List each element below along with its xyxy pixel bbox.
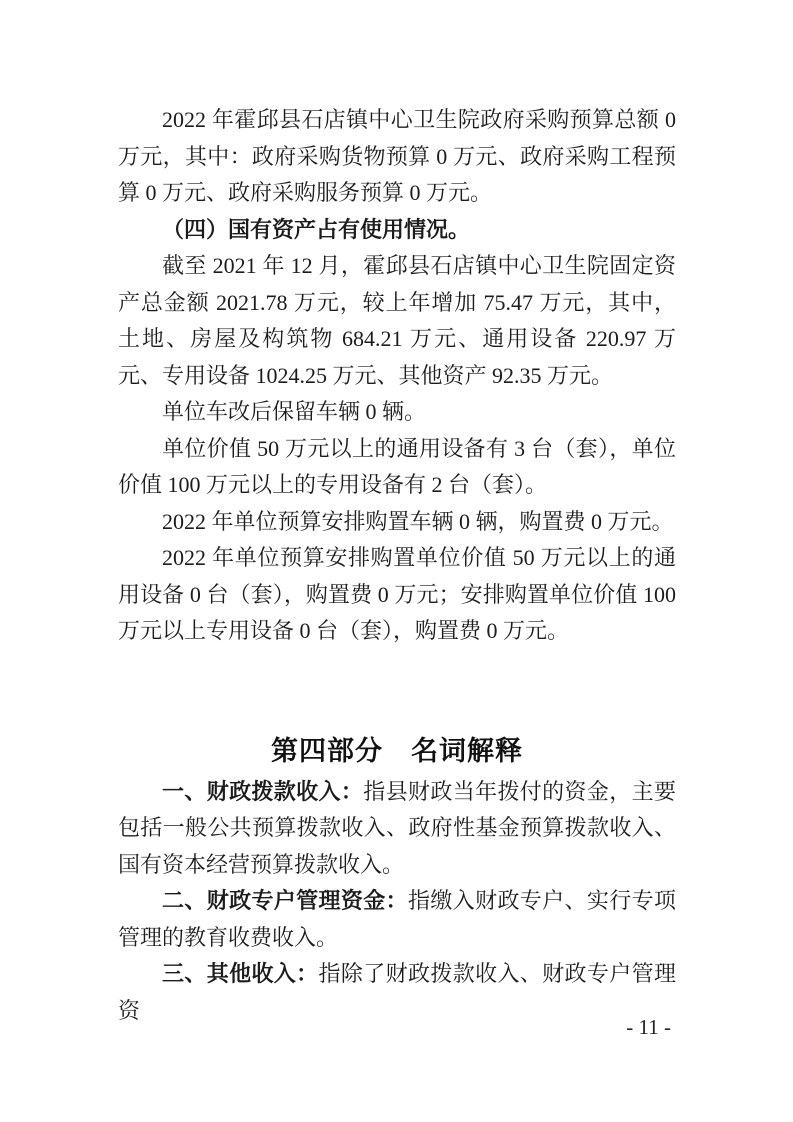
- definition-other-income: [118, 956, 676, 1029]
- paragraph-equipment-counts: [118, 431, 676, 504]
- definition-fiscal-special-account-funds: [118, 883, 676, 956]
- paragraph-text: 2022 年单位预算安排购置单位价值 50 万元以上的通用设备 0 台（套），购置费 0 万元；安排购置单位价值 100 万元以上专用设备 0 台（套），购置费 0 万元。: [118, 545, 676, 643]
- definition-term: 二、财政专户管理资金：: [162, 888, 408, 913]
- paragraph-text: 单位车改后保留车辆 0 辆。: [162, 399, 427, 424]
- section-heading-part4: 第四部分 名词解释: [271, 735, 523, 766]
- definition-text: 指除了财政拨款收入、财政专户管理资: [118, 961, 676, 1023]
- paragraph-text: 2022 年霍邱县石店镇中心卫生院政府采购预算总额 0 万元，其中：政府采购货物预算 0 万元、政府采购工程预算 0 万元、政府采购服务预算 0 万元。: [118, 107, 676, 205]
- paragraph-vehicle-purchase-budget: [118, 504, 676, 541]
- paragraph-procurement-budget: [118, 102, 676, 212]
- paragraph-vehicles-retained: [118, 394, 676, 431]
- page-number: - 11 -: [626, 1015, 671, 1039]
- paragraph-equipment-purchase-budget: [118, 540, 676, 650]
- definition-text: 指县财政当年拨付的资金，主要包括一般公共预算拨款收入、政府性基金预算拨款收入、国有资本经营预算拨款收入。: [118, 778, 676, 877]
- paragraph-text: 单位价值 50 万元以上的通用设备有 3 台（套），单位价值 100 万元以上的专用设备有 2 台（套）。: [118, 435, 676, 497]
- definition-fiscal-appropriation-income: [118, 774, 676, 884]
- definition-term: 三、其他收入：: [162, 961, 319, 986]
- paragraph-fixed-assets: [118, 248, 676, 394]
- paragraph-text: 2022 年单位预算安排购置车辆 0 辆，购置费 0 万元。: [162, 508, 674, 534]
- definition-text: 指缴入财政专户、实行专项管理的教育收费收入。: [118, 888, 676, 950]
- paragraph-lead: （四）国有资产占有使用情况。: [162, 216, 471, 242]
- document-body: [118, 102, 676, 1029]
- definition-term: 一、财政拨款收入：: [162, 778, 364, 804]
- paragraph-text: 截至 2021 年 12 月，霍邱县石店镇中心卫生院固定资产总金额 2021.78 万元，较上年增加 75.47 万元，其中，土地、房屋及构筑物 684.21 万元、通用设备 220.97 万元、专用设备 1024.25 万元、其他资产 92.35 万元。: [118, 253, 676, 388]
- paragraph-heading-state-assets: [118, 212, 676, 249]
